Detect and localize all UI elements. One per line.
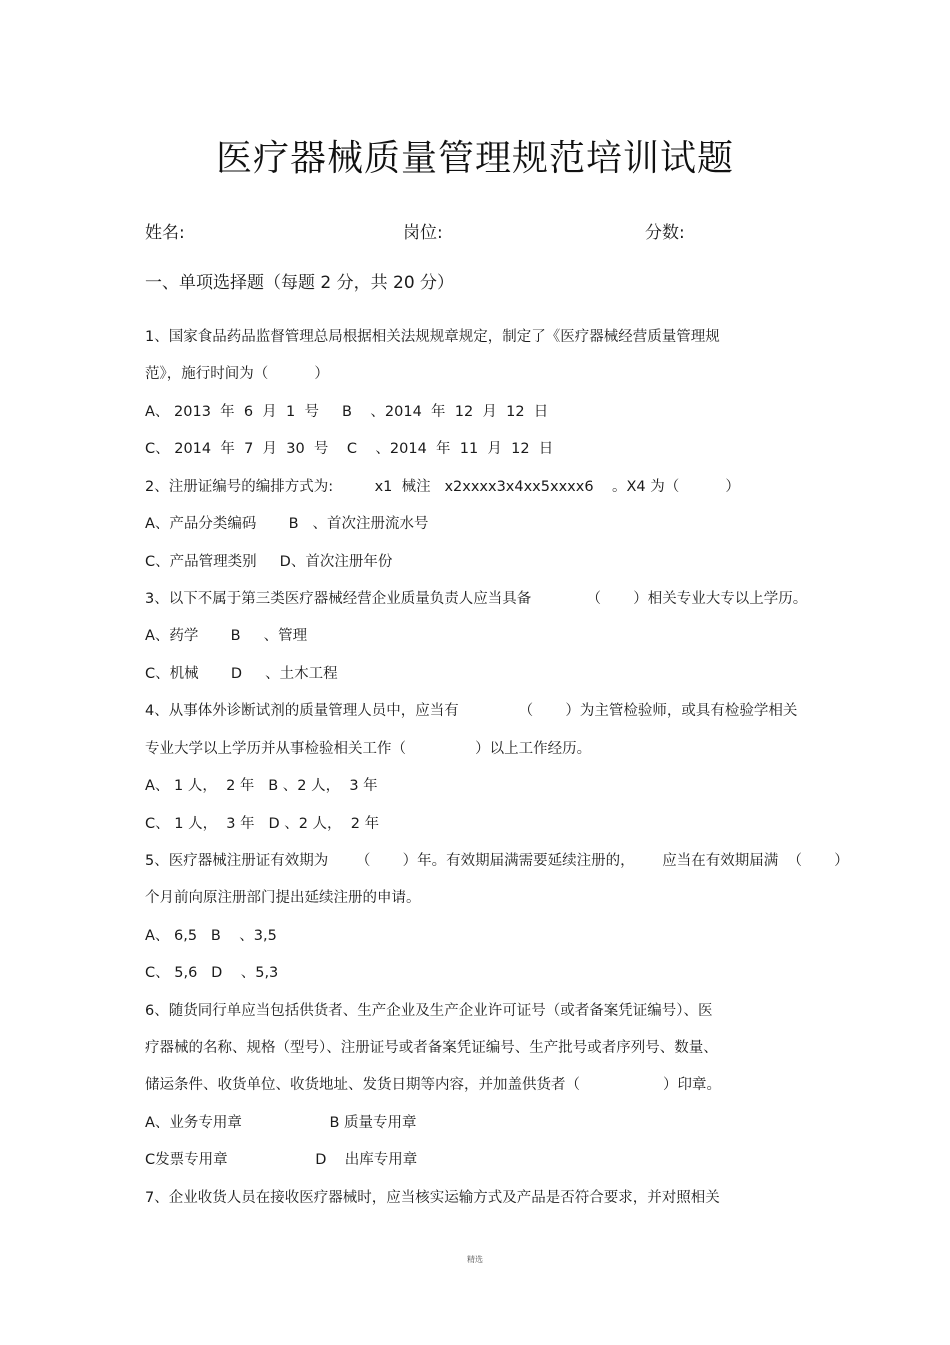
question-3-options-ab: A、药学 B 、管理 [145, 628, 308, 644]
question-4-options-cd: C、 1 人， 3 年 D 、2 人， 2 年 [145, 816, 380, 832]
name-field-label: 姓名: [145, 223, 185, 243]
question-4-line-2: 专业大学以上学历并从事检验相关工作（ ）以上工作经历。 [145, 741, 592, 757]
question-4-line-1: 4、从事体外诊断试剂的质量管理人员中，应当有 （ ）为主管检验师，或具有检验学相关 [145, 703, 798, 719]
question-5-options-ab: A、 6,5 B 、3,5 [145, 928, 277, 944]
question-5-options-cd: C、 5,6 D 、5,3 [145, 965, 279, 981]
question-1-options-cd: C、 2014 年 7 月 30 号 C 、2014 年 11 月 12 日 [145, 441, 554, 457]
question-6-options-ab: A、业务专用章 B 质量专用章 [145, 1115, 417, 1131]
question-1-options-ab: A、 2013 年 6 月 1 号 B 、2014 年 12 月 12 日 [145, 404, 549, 420]
question-3-line-1: 3、以下不属于第三类医疗器械经营企业质量负责人应当具备 （ ）相关专业大专以上学历。 [145, 591, 808, 607]
question-5-line-1: 5、医疗器械注册证有效期为 （ ）年。有效期届满需要延续注册的， 应当在有效期届满 （ ） [145, 853, 849, 869]
question-7-line-1: 7、企业收货人员在接收医疗器械时，应当核实运输方式及产品是否符合要求，并对照相关 [145, 1190, 720, 1206]
question-6-options-cd: C发票专用章 D 出库专用章 [145, 1152, 418, 1168]
question-1-line-1: 1、国家食品药品监督管理总局根据相关法规规章规定，制定了《医疗器械经营质量管理规 [145, 329, 720, 345]
position-field-label: 岗位: [403, 223, 443, 243]
question-6-line-2: 疗器械的名称、规格（型号）、注册证号或者备案凭证编号、生产批号或者序列号、数量、 [145, 1040, 718, 1056]
question-3-options-cd: C、机械 D 、土木工程 [145, 666, 338, 682]
question-2-line-1: 2、注册证编号的编排方式为: x1 械注 x2xxxx3x4xx5xxxx6 。X4 为（ ） [145, 479, 740, 495]
page-title: 医疗器械质量管理规范培训试题 [215, 138, 734, 179]
question-6-line-1: 6、随货同行单应当包括供货者、生产企业及生产企业许可证号（或者备案凭证编号）、医 [145, 1003, 713, 1019]
score-field-label: 分数: [645, 223, 685, 243]
question-2-options-ab: A、产品分类编码 B 、首次注册流水号 [145, 516, 429, 532]
question-1-line-2: 范》，施行时间为（ ） [145, 366, 329, 382]
question-6-line-3: 储运条件、收货单位、收货地址、发货日期等内容，并加盖供货者（ ）印章。 [145, 1077, 721, 1093]
question-4-options-ab: A、 1 人， 2 年 B 、2 人， 3 年 [145, 778, 378, 794]
question-2-options-cd: C、产品管理类别 D、首次注册年份 [145, 554, 393, 570]
page-footer: 精选 [467, 1255, 483, 1264]
question-5-line-2: 个月前向原注册部门提出延续注册的申请。 [145, 890, 421, 906]
section-heading: 一、单项选择题（每题 2 分，共 20 分） [145, 273, 455, 293]
